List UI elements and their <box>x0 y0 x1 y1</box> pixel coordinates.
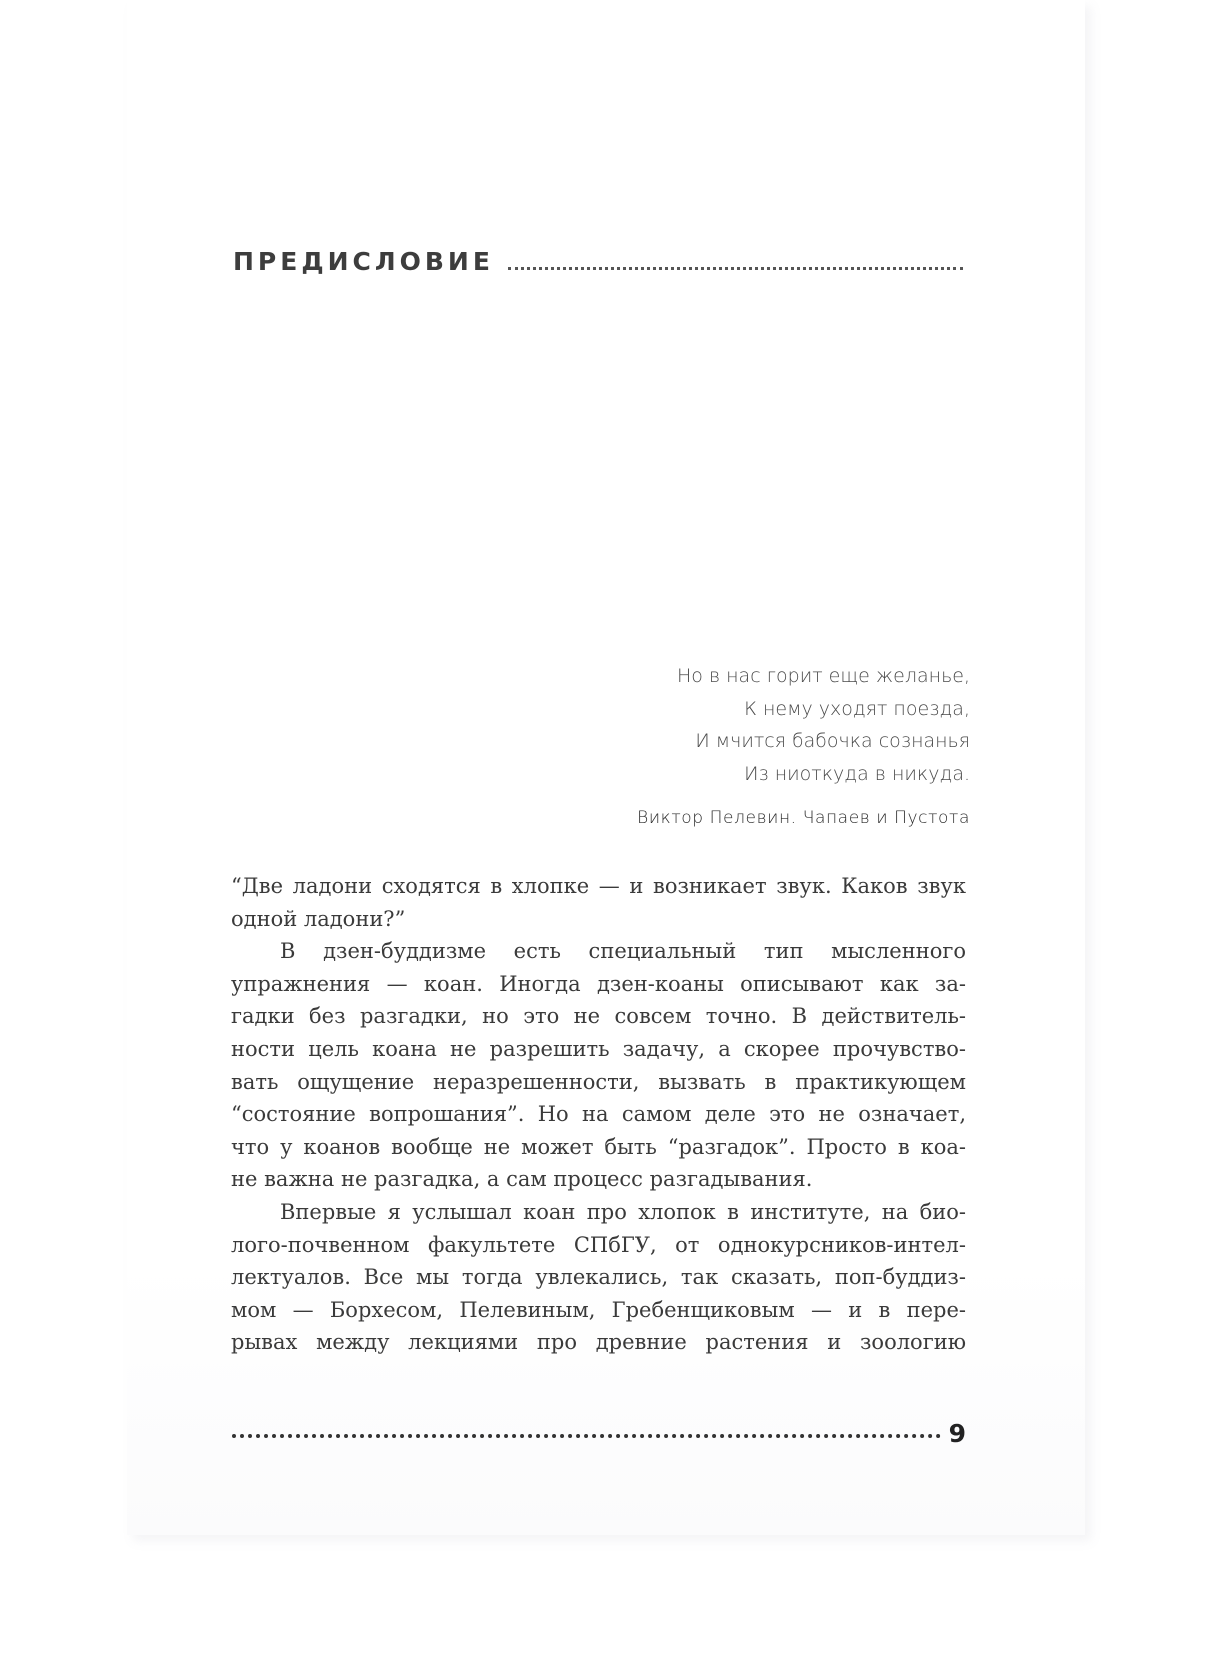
chapter-heading <box>233 236 963 276</box>
page-footer <box>232 1410 966 1446</box>
footer-dotted-leader <box>232 1434 941 1438</box>
chapter-title: ПРЕДИСЛОВИЕ <box>233 247 494 276</box>
body-line: лого-почвенном факультете СПбГУ, от однокурсников-интел- <box>231 1232 966 1257</box>
body-line: Впервые я услышал коан про хлопок в институте, на био- <box>280 1199 966 1224</box>
body-line: “Две ладони сходятся в хлопке — и возникает звук. Каков звук <box>231 874 966 898</box>
epigraph <box>637 660 970 835</box>
body-line: рывах между лекциями про древние растения и зоологию <box>231 1330 966 1355</box>
body-line: не важна не разгадка, а сам процесс разгадывания. <box>231 1167 813 1192</box>
body-line: В дзен-буддизме есть специальный тип мысленного <box>280 939 966 964</box>
epigraph-line: Из ниоткуда в никуда. <box>744 762 970 785</box>
body-line: вать ощущение неразрешенности, вызвать в практикующем <box>231 1069 966 1094</box>
body-line: что у коанов вообще не может быть “разгадок”. Просто в коа- <box>231 1134 966 1159</box>
body-line: одной ладони?” <box>231 906 406 931</box>
body-text <box>231 870 966 1359</box>
chapter-dotted-leader <box>508 267 963 270</box>
epigraph-source: Виктор Пелевин. Чапаев и Пустота <box>637 808 970 828</box>
epigraph-line: Но в нас горит еще желанье, <box>677 665 970 687</box>
body-line: лектуалов. Все мы тогда увлекались, так сказать, поп-буддиз- <box>231 1265 966 1290</box>
body-line: мом — Борхесом, Пелевиным, Гребенщиковым — и в пере- <box>231 1297 966 1322</box>
body-line: “состояние вопрошания”. Но на самом деле это не означает, <box>231 1102 966 1127</box>
epigraph-line: К нему уходят поезда, <box>744 697 970 720</box>
body-line: гадки без разгадки, но это не совсем точно. В действитель- <box>231 1004 966 1029</box>
page-number: 9 <box>948 1419 966 1448</box>
body-line: упражнения — коан. Иногда дзен-коаны описывают как за- <box>231 971 966 996</box>
body-line: ности цель коана не разрешить задачу, а скорее прочувство- <box>231 1036 966 1061</box>
epigraph-line: И мчится бабочка сознанья <box>695 730 970 752</box>
